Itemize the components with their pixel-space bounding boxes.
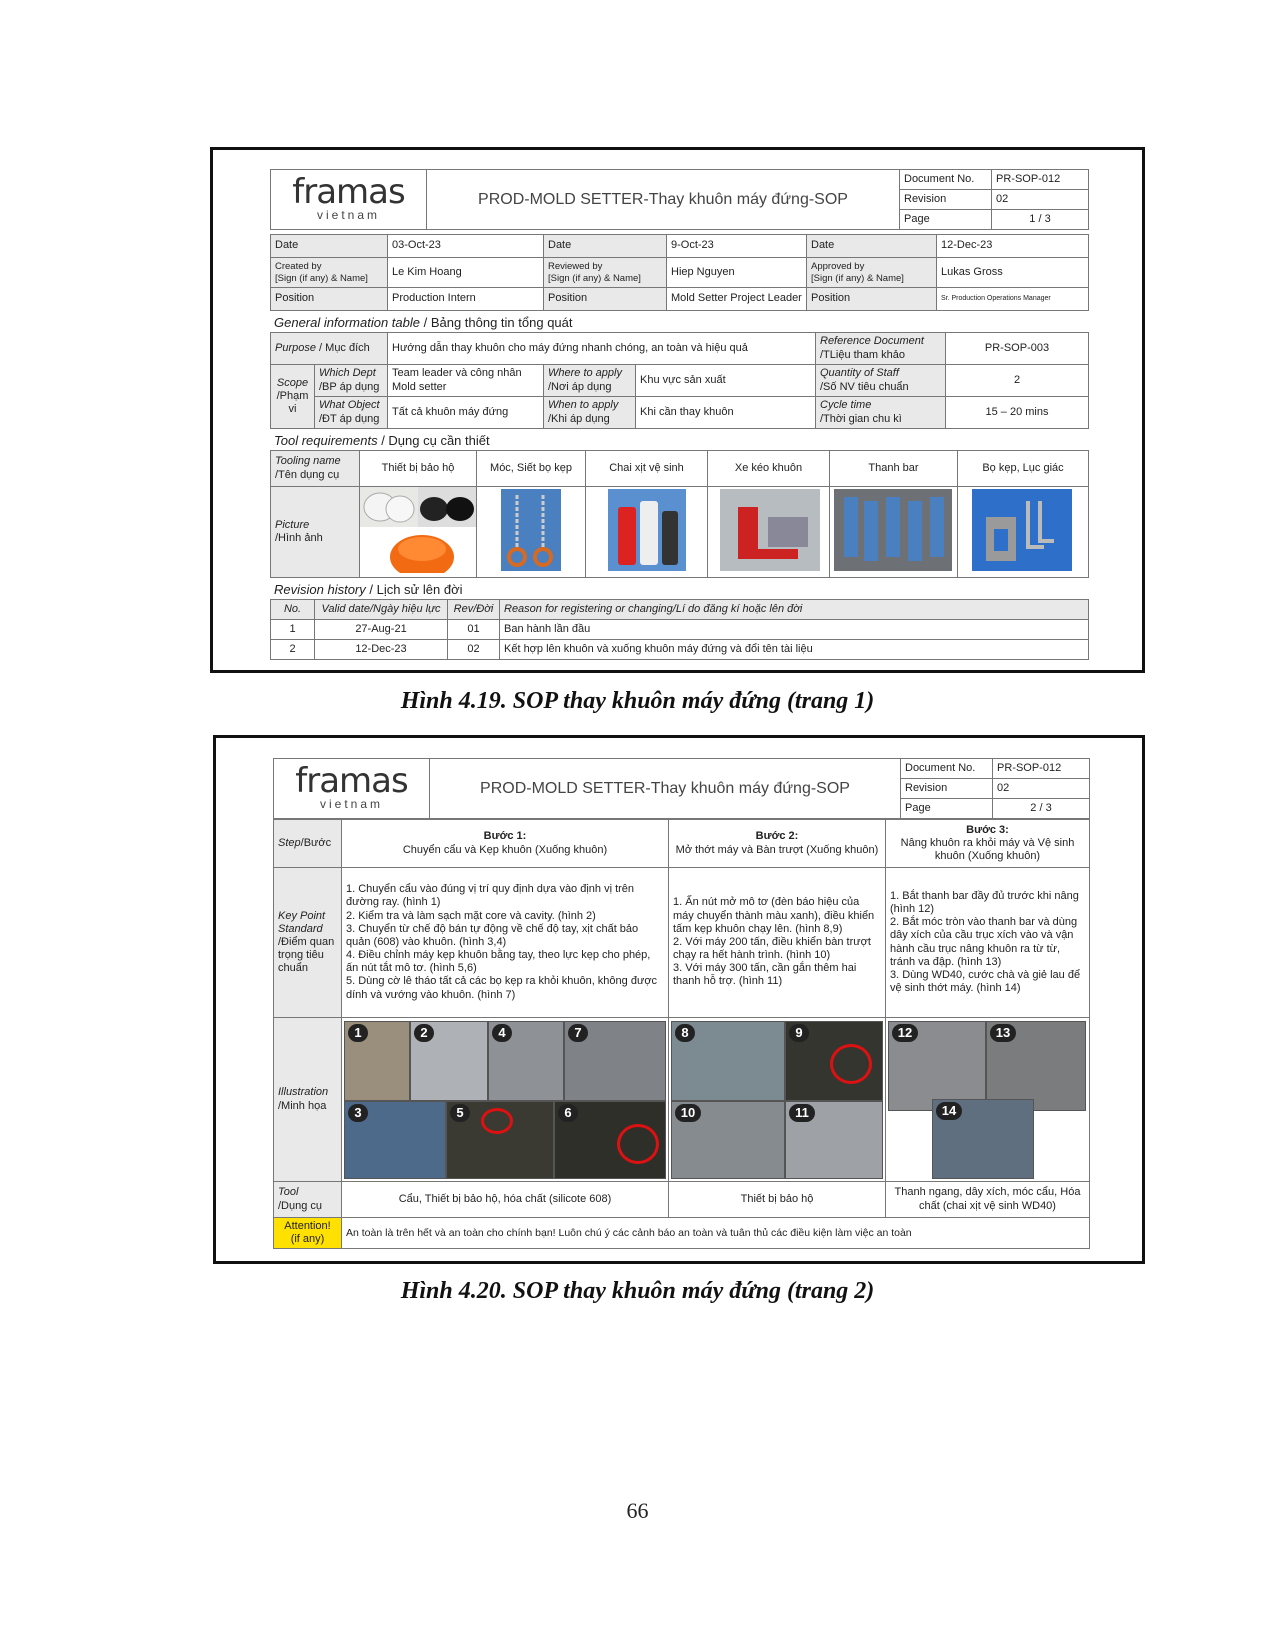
photo-2 bbox=[410, 1021, 488, 1101]
tool-name: Bọ kẹp, Lục giác bbox=[958, 451, 1089, 487]
tool-name: Thiết bị bảo hộ bbox=[360, 451, 477, 487]
date-label: Date bbox=[544, 235, 667, 258]
date-label: Date bbox=[271, 235, 388, 258]
revision-label: Revision bbox=[900, 190, 992, 210]
photo-number: 1 bbox=[348, 1024, 368, 1042]
document-no: PR-SOP-012 bbox=[992, 170, 1089, 190]
photo-number: 10 bbox=[675, 1104, 701, 1122]
key-point-label bbox=[274, 868, 342, 1018]
which-dept-vi: /BP áp dụng bbox=[319, 380, 380, 393]
attention-text: An toàn là trên hết và an toàn cho chính bạn! Luôn chú ý các cảnh báo an toàn và tuân thủ các điều kiện làm việc an toàn bbox=[342, 1218, 1090, 1249]
cycle-time-en: Cycle time bbox=[820, 399, 872, 412]
when-value: Khi cần thay khuôn bbox=[636, 397, 816, 429]
tools-title-vi: / Dụng cụ cần thiết bbox=[377, 433, 490, 448]
rev-reason: Kết hợp lên khuôn và xuống khuôn máy đứng và đổi tên tài liệu bbox=[500, 640, 1089, 660]
created-by-label: Created by [Sign (if any) & Name] bbox=[271, 258, 388, 288]
caption-figure-1: Hình 4.19. SOP thay khuôn máy đứng (trang 1) bbox=[400, 688, 875, 714]
step-3-title: Bước 3: bbox=[966, 823, 1009, 836]
photo-1 bbox=[344, 1021, 410, 1101]
photo-number: 5 bbox=[450, 1104, 470, 1122]
highlight-ring bbox=[617, 1124, 659, 1164]
tooling-label bbox=[271, 451, 360, 487]
document-no: PR-SOP-012 bbox=[993, 759, 1090, 779]
tool-label-en: Tool bbox=[278, 1186, 299, 1199]
reference-value: PR-SOP-003 bbox=[946, 333, 1089, 365]
step-1-desc: Chuyển cẩu và Kẹp khuôn (Xuống khuôn) bbox=[402, 843, 608, 856]
scope-label-en: Scope bbox=[276, 376, 309, 389]
table-row bbox=[271, 620, 1089, 640]
steps-table bbox=[273, 819, 1090, 1249]
page-value: 2 / 3 bbox=[993, 799, 1090, 819]
tools-step-2: Thiết bị bảo hộ bbox=[669, 1182, 886, 1218]
photo-number: 13 bbox=[990, 1024, 1016, 1042]
photo-number: 9 bbox=[789, 1024, 809, 1042]
rev-header: No. bbox=[271, 600, 315, 620]
tool-picture-bar bbox=[830, 487, 958, 578]
what-object-vi: /ĐT áp dụng bbox=[319, 412, 380, 425]
rev-date: 12-Dec-23 bbox=[315, 640, 448, 660]
when-label bbox=[544, 397, 636, 429]
photo-10 bbox=[671, 1101, 785, 1179]
bar-photo bbox=[830, 487, 957, 573]
where-value: Khu vực sản xuất bbox=[636, 365, 816, 397]
photo-14 bbox=[932, 1099, 1034, 1179]
attention-label: Attention! (if any) bbox=[274, 1218, 342, 1249]
reviewed-position: Mold Setter Project Leader bbox=[667, 288, 807, 311]
step-2-desc: Mở thớt máy và Bàn trượt (Xuống khuôn) bbox=[675, 843, 879, 856]
general-info-title-vi: / Bảng thông tin tổng quát bbox=[419, 315, 573, 330]
cycle-time-value: 15 – 20 mins bbox=[946, 397, 1089, 429]
spray-photo bbox=[586, 487, 707, 573]
step-1-title: Bước 1: bbox=[483, 830, 527, 843]
caption-figure-2: Hình 4.20. SOP thay khuôn máy đứng (trang 2) bbox=[400, 1278, 875, 1304]
step-label-en: Step bbox=[278, 836, 301, 849]
created-by-name: Le Kim Hoang bbox=[388, 258, 544, 288]
date-label: Date bbox=[807, 235, 937, 258]
hooks-photo bbox=[477, 487, 585, 573]
general-info-title bbox=[270, 311, 1088, 332]
key-point-label-vi: /Điểm quan trọng tiêu chuẩn bbox=[278, 935, 335, 975]
cycle-time-vi: /Thời gian chu kì bbox=[820, 412, 902, 425]
rev-header: Rev/Đời bbox=[448, 600, 500, 620]
doc-title: PROD-MOLD SETTER-Thay khuôn máy đứng-SOP bbox=[427, 170, 900, 230]
purpose-label-en: Purpose bbox=[275, 341, 316, 354]
step-label-vi: /Bước bbox=[300, 836, 332, 849]
tooling-label-vi: /Tên dụng cụ bbox=[275, 468, 340, 481]
photo-7 bbox=[564, 1021, 666, 1101]
revision-table bbox=[270, 599, 1089, 660]
photo-number: 8 bbox=[675, 1024, 695, 1042]
position-label: Position bbox=[807, 288, 937, 311]
photo-12 bbox=[888, 1021, 986, 1111]
logo bbox=[274, 759, 430, 819]
photo-number: 6 bbox=[558, 1104, 578, 1122]
photo-9 bbox=[785, 1021, 883, 1101]
general-info-table bbox=[270, 332, 1089, 429]
logo-subtext: vietnam bbox=[319, 797, 384, 812]
tools-title bbox=[270, 429, 1088, 450]
doc-header bbox=[270, 169, 1089, 230]
tool-name: Xe kéo khuôn bbox=[708, 451, 830, 487]
tool-picture-clamp bbox=[958, 487, 1089, 578]
page-number: 66 bbox=[626, 1498, 649, 1523]
step-1-header bbox=[342, 820, 669, 868]
rev-header: Valid date/Ngày hiệu lực bbox=[315, 600, 448, 620]
revision-value: 02 bbox=[992, 190, 1089, 210]
table-row bbox=[271, 640, 1089, 660]
reviewed-by-name: Hiep Nguyen bbox=[667, 258, 807, 288]
photo-4 bbox=[488, 1021, 564, 1101]
key-points-step-3: 1. Bắt thanh bar đầy đủ trước khi nâng (hình 12) 2. Bắt móc tròn vào thanh bar và dùng dây xích của cầu trục xích vào và vận hành cầu trục nâng khuôn ra từ từ, tránh va đập. (hình 13) 3. Dùng WD40, cước chà và giẻ lau để vệ sinh thớt máy. (hình 14) bbox=[886, 868, 1090, 1018]
tools-table bbox=[270, 450, 1089, 578]
where-vi: /Nơi áp dụng bbox=[548, 380, 612, 393]
photo-number: 11 bbox=[789, 1104, 815, 1122]
tool-name: Chai xịt vệ sinh bbox=[586, 451, 708, 487]
logo-text: framas bbox=[292, 172, 405, 213]
tool-label-vi: /Dụng cụ bbox=[278, 1199, 323, 1212]
page-label: Page bbox=[901, 799, 993, 819]
purpose-label-vi: / Mục đích bbox=[315, 341, 370, 354]
photo-8 bbox=[671, 1021, 785, 1101]
reference-label bbox=[816, 333, 946, 365]
doc-title: PROD-MOLD SETTER-Thay khuôn máy đứng-SOP bbox=[430, 759, 901, 819]
photo-number: 4 bbox=[492, 1024, 512, 1042]
approved-position: Sr. Production Operations Manager bbox=[937, 288, 1089, 311]
tool-picture-spray bbox=[586, 487, 708, 578]
key-points-step-2: 1. Ấn nút mở mô tơ (đèn báo hiệu của máy chuyển thành màu xanh), điều khiển tấm kẹp khuôn chạy lên. (hình 8,9) 2. Với máy 200 tấn, điều khiển bàn trượt chạy ra hết hành trình. (hình 10) 3. Với máy 300 tấn, cần gắn thêm hai thanh hỗ trợ. (hình 11) bbox=[669, 868, 886, 1018]
tools-step-3: Thanh ngang, dây xích, móc cẩu, Hóa chất (chai xịt vệ sinh WD40) bbox=[886, 1182, 1090, 1218]
when-en: When to apply bbox=[548, 399, 619, 412]
illustration-step-3 bbox=[886, 1018, 1090, 1182]
photo-11 bbox=[785, 1101, 883, 1179]
step-label bbox=[274, 820, 342, 868]
rev-no: 1 bbox=[271, 620, 315, 640]
general-info-title-en: General information table bbox=[274, 315, 420, 330]
figure-sop-page1 bbox=[210, 147, 1145, 673]
rev-no: 2 bbox=[271, 640, 315, 660]
tool-label bbox=[274, 1182, 342, 1218]
scope-label bbox=[271, 365, 315, 429]
cart-photo bbox=[708, 487, 829, 573]
revision-title-vi: / Lịch sử lên đời bbox=[365, 582, 463, 598]
page-value: 1 / 3 bbox=[992, 210, 1089, 230]
which-dept-label bbox=[315, 365, 388, 397]
revision-title-en: Revision history bbox=[274, 582, 366, 598]
revision-title bbox=[270, 578, 1088, 599]
tool-picture-ppe bbox=[360, 487, 477, 578]
picture-label-vi: /Hình ảnh bbox=[275, 532, 323, 545]
tool-picture-cart bbox=[708, 487, 830, 578]
which-dept-value: Team leader và công nhân Mold setter bbox=[388, 365, 544, 397]
picture-label bbox=[271, 487, 360, 578]
what-object-value: Tất cả khuôn máy đứng bbox=[388, 397, 544, 429]
logo bbox=[271, 170, 427, 230]
illustration-label bbox=[274, 1018, 342, 1182]
photo-3 bbox=[344, 1101, 446, 1179]
cycle-time-label bbox=[816, 397, 946, 429]
ppe-photo bbox=[360, 487, 476, 573]
reference-label-en: Reference Document bbox=[820, 335, 924, 348]
created-date: 03-Oct-23 bbox=[388, 235, 544, 258]
quantity-vi: /Số NV tiêu chuẩn bbox=[820, 380, 909, 393]
rev-num: 02 bbox=[448, 640, 500, 660]
illustration-step-1 bbox=[342, 1018, 669, 1182]
photo-13 bbox=[986, 1021, 1086, 1111]
logo-text: framas bbox=[295, 761, 408, 802]
photo-number: 7 bbox=[568, 1024, 588, 1042]
document-no-label: Document No. bbox=[901, 759, 993, 779]
step-2-title: Bước 2: bbox=[755, 830, 799, 843]
reference-label-vi: /TLiệu tham khảo bbox=[820, 348, 905, 361]
rev-header: Reason for registering or changing/Lí do đăng kí hoặc lên đời bbox=[500, 600, 1089, 620]
figure-sop-page2 bbox=[213, 735, 1145, 1264]
key-point-label-en: Key Point Standard bbox=[278, 909, 326, 935]
step-3-header bbox=[886, 820, 1090, 868]
photo-6 bbox=[554, 1101, 666, 1179]
step-3-desc: Nâng khuôn ra khỏi máy và Vệ sinh khuôn (Xuống khuôn) bbox=[900, 836, 1075, 863]
key-points-step-1: 1. Chuyển cẩu vào đúng vị trí quy định dựa vào định vị trên đường ray. (hình 1) 2. Kiểm tra và làm sạch mặt core và cavity. (hình 2) 3. Chuyển từ chế độ bán tự động về chế độ tay, xịt chất bảo quản (608) vào khuôn. (hình 3,4) 4. Điều chỉnh máy kẹp khuôn bằng tay, theo lực kẹp cho phép, ấn nút tắt mô tơ. (hình 5,6) 5. Dùng cờ lê tháo tất cả các bọ kẹp ra khỏi khuôn, không được dính và vướng vào khuôn. (hình 7) bbox=[342, 868, 669, 1018]
approved-by-name: Lukas Gross bbox=[937, 258, 1089, 288]
rev-num: 01 bbox=[448, 620, 500, 640]
what-object-en: What Object bbox=[319, 399, 380, 412]
approved-date: 12-Dec-23 bbox=[937, 235, 1089, 258]
rev-reason: Ban hành lần đầu bbox=[500, 620, 1089, 640]
photo-number: 14 bbox=[936, 1102, 962, 1120]
created-position: Production Intern bbox=[388, 288, 544, 311]
rev-date: 27-Aug-21 bbox=[315, 620, 448, 640]
where-en: Where to apply bbox=[548, 367, 622, 380]
position-label: Position bbox=[271, 288, 388, 311]
logo-subtext: vietnam bbox=[316, 208, 381, 223]
illustration-label-vi: /Minh họa bbox=[278, 1099, 327, 1112]
tools-step-1: Cẩu, Thiết bị bảo hộ, hóa chất (silicote 608) bbox=[342, 1182, 669, 1218]
revision-value: 02 bbox=[993, 779, 1090, 799]
purpose-value: Hướng dẫn thay khuôn cho máy đứng nhanh chóng, an toàn và hiệu quả bbox=[388, 333, 816, 365]
quantity-label bbox=[816, 365, 946, 397]
tool-picture-hooks bbox=[477, 487, 586, 578]
tools-title-en: Tool requirements bbox=[274, 433, 378, 448]
reviewed-by-label: Reviewed by [Sign (if any) & Name] bbox=[544, 258, 667, 288]
illustration-step-2 bbox=[669, 1018, 886, 1182]
illustration-label-en: Illustration bbox=[278, 1086, 329, 1099]
position-label: Position bbox=[544, 288, 667, 311]
tool-name: Thanh bar bbox=[830, 451, 958, 487]
signoff-table bbox=[270, 234, 1089, 311]
photo-number: 12 bbox=[892, 1024, 918, 1042]
photo-number: 2 bbox=[414, 1024, 434, 1042]
photo-number: 3 bbox=[348, 1104, 368, 1122]
quantity-en: Quantity of Staff bbox=[820, 367, 899, 380]
reviewed-date: 9-Oct-23 bbox=[667, 235, 807, 258]
where-label bbox=[544, 365, 636, 397]
scope-label-vi: /Phạm vi bbox=[276, 389, 309, 416]
doc-header bbox=[273, 758, 1090, 819]
highlight-ring bbox=[481, 1108, 513, 1134]
page-label: Page bbox=[900, 210, 992, 230]
when-vi: /Khi áp dụng bbox=[548, 412, 610, 425]
tooling-label-en: Tooling name bbox=[275, 455, 341, 468]
photo-5 bbox=[446, 1101, 554, 1179]
quantity-value: 2 bbox=[946, 365, 1089, 397]
which-dept-en: Which Dept bbox=[319, 367, 376, 380]
document-no-label: Document No. bbox=[900, 170, 992, 190]
clamp-photo bbox=[958, 487, 1088, 573]
picture-label-en: Picture bbox=[275, 518, 310, 531]
what-object-label bbox=[315, 397, 388, 429]
step-2-header bbox=[669, 820, 886, 868]
highlight-ring bbox=[830, 1044, 872, 1084]
approved-by-label: Approved by [Sign (if any) & Name] bbox=[807, 258, 937, 288]
purpose-label bbox=[271, 333, 388, 365]
revision-label: Revision bbox=[901, 779, 993, 799]
tool-name: Móc, Siết bọ kẹp bbox=[477, 451, 586, 487]
